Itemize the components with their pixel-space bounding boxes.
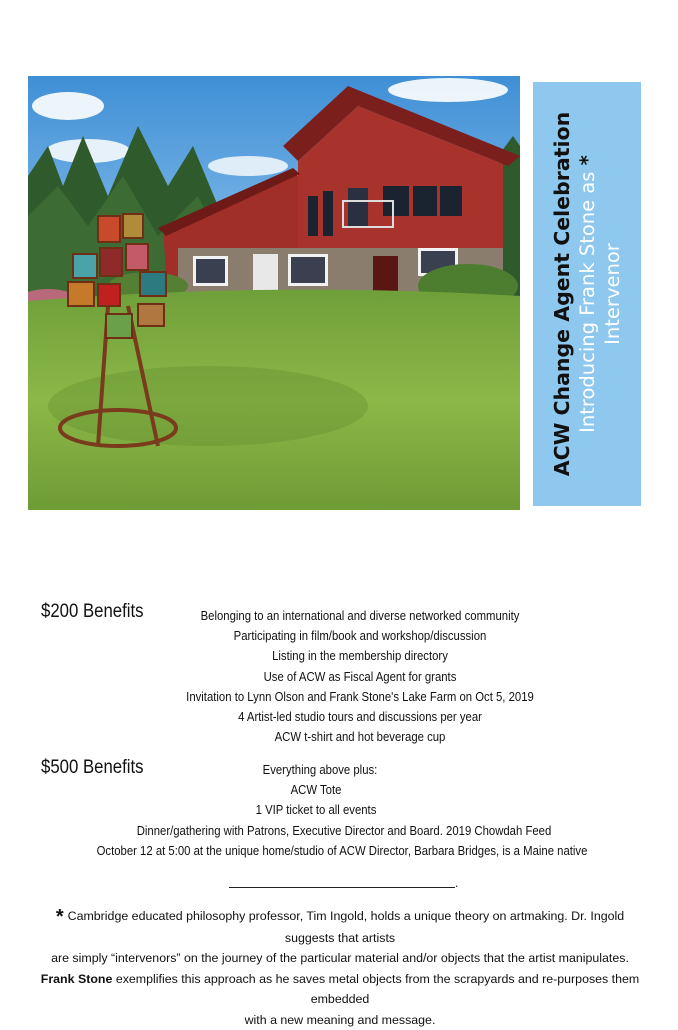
footnote-text: exemplifies this approach as he saves metal objects from the scrapyards and re-purposes them embedded — [112, 972, 639, 1007]
list-item: Use of ACW as Fiscal Agent for grants — [144, 667, 576, 687]
farmhouse-photo — [28, 76, 520, 510]
footnote-line4: with a new meaning and message. — [32, 1010, 648, 1030]
tier-500-list — [40, 760, 660, 861]
asterisk-icon: * — [56, 906, 64, 928]
banner-subtitle-line2: Intervenor — [601, 243, 624, 345]
banner-title: ACW Change Agent Celebration — [549, 112, 575, 476]
tier-200-heading: $200 Benefits — [41, 600, 144, 623]
banner-content — [533, 82, 641, 506]
list-item: Participating in film/book and workshop/discussion — [144, 626, 576, 646]
footnote — [32, 906, 648, 1030]
footnote-line3 — [32, 969, 648, 1010]
divider-dot: . — [455, 876, 458, 890]
asterisk-icon: * — [576, 155, 599, 165]
list-item: ACW Tote — [37, 780, 595, 800]
list-item: Listing in the membership directory — [144, 646, 576, 666]
list-item: 4 Artist-led studio tours and discussions per year — [144, 707, 576, 727]
footnote-line1 — [32, 906, 648, 948]
title-banner — [533, 82, 641, 506]
list-item: October 12 at 5:00 at the unique home/studio of ACW Director, Barbara Bridges, is a Maine native — [63, 841, 621, 861]
artist-name: Frank Stone — [41, 972, 113, 986]
tier-200-list — [120, 606, 600, 747]
list-item: Dinner/gathering with Patrons, Executive Director and Board. 2019 Chowdah Feed — [65, 821, 623, 841]
footnote-text: Cambridge educated philosophy professor, Tim Ingold, holds a unique theory on artmaking. Dr. Ingold suggests that artists — [68, 909, 625, 945]
banner-subtitle — [575, 155, 625, 433]
footnote-line2: are simply “intervenors” on the journey of the particular material and/or objects that the artist manipulates. — [32, 948, 648, 969]
divider-line — [229, 887, 455, 888]
list-item: Invitation to Lynn Olson and Frank Stone's Lake Farm on Oct 5, 2019 — [144, 687, 576, 707]
banner-subtitle-line1: Introducing Frank Stone as — [576, 172, 599, 433]
tier-500-heading: $500 Benefits — [41, 756, 144, 779]
list-item: 1 VIP ticket to all events — [37, 800, 595, 820]
list-item: Everything above plus: — [41, 760, 599, 780]
list-item: ACW t-shirt and hot beverage cup — [144, 727, 576, 747]
list-item: Belonging to an international and diverse networked community — [144, 606, 576, 626]
